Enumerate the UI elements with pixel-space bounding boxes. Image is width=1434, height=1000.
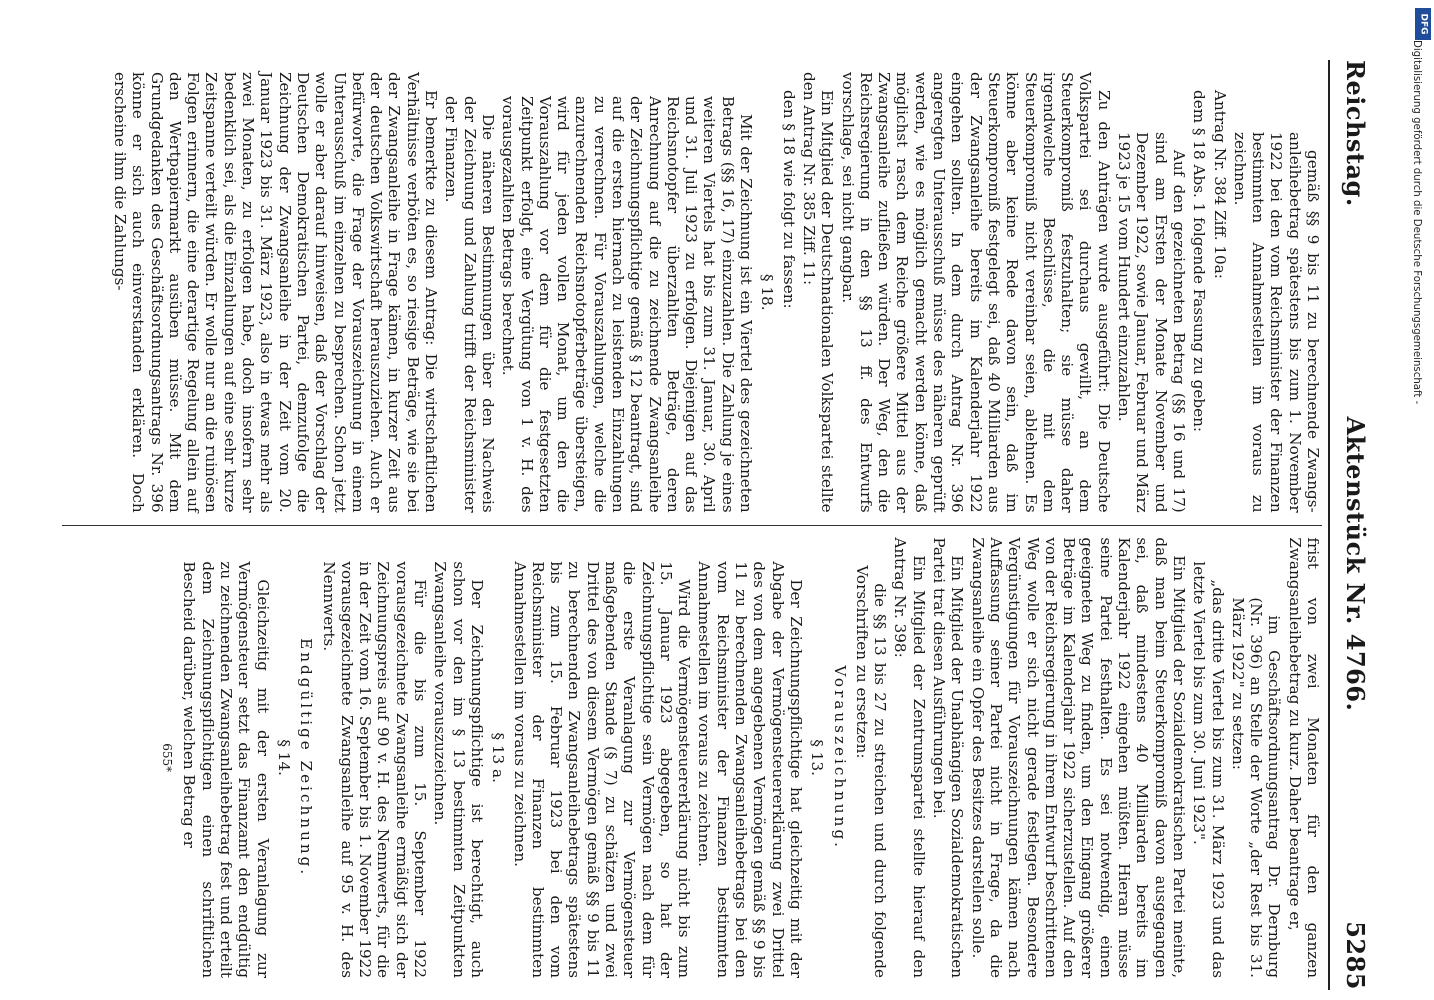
paragraph: dem § 18 Abs. 1 folgende Fassung zu geben: [1190, 90, 1209, 432]
paragraph: den § 18 wie folgt zu fassen: [779, 90, 798, 309]
paragraph: Ein Mitglied der Zentrumspartei stellte hierauf den Antrag Nr. 398: [891, 537, 928, 979]
paragraph: Mit der Zeichnung ist ein Viertel des gezeichneten Betrags (§§ 16, 17) einzuzahlen. Die Zahlung je eines weiteren Viertels hat bis zum 31. Januar, 30. April und 31. Juli 1923 zu erfolgen. Diejenigen auf das Reichsnotopfer überzahlten Beträge, deren Anrechnung auf die zu zeichnende Zwangsanleihe der Zeichnungspflichtige gemäß § 12 beantragt, sind auf die ersten hiernach zu leistenden Einzahlungen zu verrechnen. Für Vorauszahlungen, welche die anzurechnenden Reichsnotopferbeträge übersteigen, wird für jeden vollen Monat, um den die Vorauszahlung vor dem für die festgesetzten Zeitpunkt erfolgt, eine Vergütung von 1 v. H. des vorausgezahlten Betrags berechnet. [499, 96, 756, 513]
paragraph: Auf den gezeichneten Betrag (§§ 16 und 17) sind am Ersten der Monate November und Dezember 1922, sowie Januar, Februar und März 1923 je 15 vom Hundert einzuzahlen. [1115, 132, 1188, 513]
header-document-number: Aktenstück Nr. 4766. [1341, 416, 1370, 712]
page-number: 5285 [1341, 921, 1370, 990]
section-heading: § 14. [274, 739, 293, 776]
header-rule [1328, 60, 1330, 990]
text-columns [62, 60, 1322, 990]
section-heading: § 18. [758, 274, 777, 311]
paragraph: Ein Mitglied der Unabhängigen Sozialdemokratischen Partei trat diesen Ausführungen bei. [930, 537, 967, 979]
paragraph: gemäß §§ 9 bis 11 zu berechnende Zwangs-anleihebetrag spätestens bis zum 1. November 1922 bei den vom Reichsminister der Finanzen bestimmten Annahmestellen im voraus zu zeichnen. [1230, 132, 1322, 513]
left-column [62, 60, 1322, 525]
paragraph: Der Zeichnungspflichtige hat gleichzeitig mit der Abgabe der Vermögensteuererklärung zwei Drittel des von dem angegebenen Vermögen gemäß §§ 9 bis 11 zu berechnenden Zwangsanleihebetrags bei den vom Reichsminister der Finanzen bestimmten Annahmestellen im voraus zu zeichnen. [695, 561, 805, 979]
subheading: Vorauszeichnung. [830, 665, 849, 850]
paragraph: Zu den Anträgen wurde ausgeführt: Die Deutsche Volkspartei sei durchaus gewillt, an dem Steuerkompromiß festzuhalten; sie müsse daher irgendwelche Beschlüsse, die mit dem Steuerkompromiß nicht vereinbar seien, ablehnen. Es könne aber keine Rede davon sein, daß im Steuerkompromiß festgelegt sei, daß 40 Milliarden aus der Zwangsanleihe bereits im Kalenderjahr 1922 eingehen sollten. In dem durch Antrag Nr. 396 angeregten Unterausschuß müsse des näheren geprüft werden, wie es möglich gemacht werden könne, daß möglichst rasch dem Reiche größere Mittel aus der Zwangsanleihe zufließen würden. Der Weg, den die Reichsregierung in den §§ 13 ff. des Entwurfs vorschlage, sei nicht gangbar. [838, 72, 1113, 513]
rotated-printed-page [50, 60, 1370, 990]
header-left-title: Reichstag. [1341, 60, 1370, 207]
paragraph: Der Zeichnungspflichtige ist berechtigt, auch schon vor den im § 13 bestimmten Zeitpunkten Zwangsanleihe vorauszuzeichnen. [431, 561, 486, 979]
page-header [1336, 60, 1370, 990]
paragraph: Für die bis zum 15. September 1922 vorausgezeichnete Zwangsanleihe ermäßigt sich der Zeichnungspreis auf 90 v. H. des Nennwerts, für die in der Zeit vom 16. September bis 1. November 1922 vorausgezeichnete Zwangsanleihe auf 95 v. H. des Nennwerts. [319, 561, 430, 979]
paragraph: Gleichzeitig mit der ersten Veranlagung zur Vermögensteuer setzt das Finanzamt den endgültig zu zeichnenden Zwangsanleihebetrag fest und erteilt dem Zeichnungspflichtigen einen schriftlichen Bescheid darüber, welchen Betrag er [180, 561, 272, 979]
paragraph: Er bemerkte zu diesem Antrag: Die wirtschaftlichen Verhältnisse verböten es, so riesige Beträge, wie sie bei der Zwangsanleihe in Frage kämen, in kurzer Zeit aus der deutschen Volkswirtschaft herauszuziehen. Auch er befürworte, die Frage der Vorauszeichnung in einem Unterausschuß im einzelnen zu besprechen. Schon jetzt wolle er aber darauf hinweisen, daß der Vorschlag der Deutschen Demokratischen Partei, demzufolge die Zeichnung der Zwangsanleihe in der Zeit vom 20. Januar 1923 bis 31. März 1923, also in etwas mehr als zwei Monaten, zu erfolgen habe, doch insofern sehr bedenklich sei, als die Einzahlungen auf eine sehr kurze Zeitspanne verteilt würden. Er wolle nur an die ruinösen Folgen erinnern, die eine derartige Regelung allein auf den Wertpapiermarkt ausüben müsse. Mit dem Grundgedanken des Geschäftsordnungsantrags Nr. 396 könne er sich auch einverstanden erklären. Doch erscheine ihm die Zahlungs- [111, 72, 441, 513]
paragraph: die §§ 13 bis 27 zu streichen und durch folgende Vorschriften zu ersetzen: [852, 565, 890, 979]
paragraph: Ein Mitglied der Sozialdemokratischen Partei meinte, daß man beim Steuerkompromiß davon ausgegangen sei, daß mindestens 40 Milliarden bereits im Kalenderjahr 1922 eingehen müßten. Hieran müsse seine Partei festhalten. Es sei notwendig, einen geeigneten Weg zu finden, um den Eingang größerer Beträge im Kalenderjahr 1922 sicherzustellen. Auf den von der Reichsregierung in ihrem Entwurf beschrittenen Weg wolle er sich nicht gerade festlegen. Besondere Vergünstigungen für Vorauszeichnungen kämen nach Auffassung seiner Partei nicht in Frage, da die Zwangsanleihe ein Opfer des Besitzes darstellen solle. [968, 537, 1188, 979]
paragraph: frist von zwei Monaten für den ganzen Zwangsanleihebetrag zu kurz. Daher beantrage er, [1285, 537, 1322, 979]
paragraph: Ein Mitglied der Deutschnationalen Volkspartei stellte den Antrag Nr. 385 Ziff. 11: [799, 72, 837, 513]
paragraph: „das dritte Viertel bis zum 31. März 1923 und das letzte Viertel bis zum 30. Juni 1923". [1190, 561, 1227, 979]
dfg-logo-text: DFG [1418, 13, 1429, 35]
paragraph: im Geschäftsordnungsantrag Dr. Dernburg (Nr. 396) an Stelle der Worte „der Rest bis 31. März 1922" zu setzen: [1228, 597, 1284, 979]
digitisation-notice: Digitalisierung gefördert durch die Deutsche Forschungsgemeinschaft - [1411, 40, 1422, 405]
section-heading: § 13 a. [489, 732, 508, 783]
paragraph: Die näheren Bestimmungen über den Nachweis der Zeichnung und Zahlung trifft der Reichsminister der Finanzen. [442, 96, 497, 513]
dfg-logo [1415, 8, 1431, 40]
section-heading: § 13. [808, 739, 827, 776]
right-column [62, 525, 1322, 990]
paragraph: Antrag Nr. 384 Ziff. 10a: [1210, 90, 1229, 279]
subheading: Endgültige Zeichnung. [297, 638, 316, 878]
paragraph: Wird die Vermögensteuererklärung nicht bis zum 15. Januar 1923 abgegeben, so hat der Zeichnungspflichtige sein Vermögen nach dem für die erste Veranlagung zur Vermögensteuer maßgebenden Stande (§ 7) zu schätzen und zwei Drittel des von diesem Vermögen gemäß §§ 9 bis 11 zu berechnenden Zwangsanleihebetrags spätestens bis zum 15. Februar 1923 bei den vom Reichsminister der Finanzen bestimmten Annahmestellen im voraus zu zeichnen. [510, 561, 694, 979]
sheet-signature: 655* [160, 743, 175, 773]
